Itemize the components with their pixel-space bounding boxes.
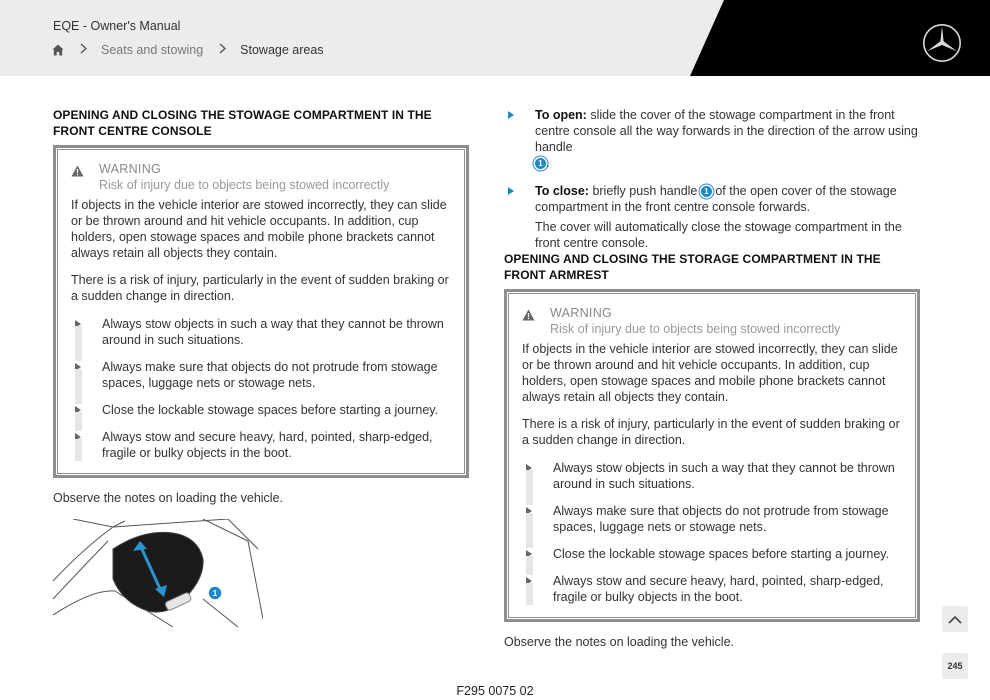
warning-subtitle: Risk of injury due to objects being stowed incorrectly	[99, 178, 390, 192]
step-arrow-icon	[508, 111, 514, 119]
list-item: Close the lockable stowage spaces before starting a journey.	[71, 402, 452, 418]
warning-text: There is a risk of injury, particularly in the event of sudden braking or a sudden change in direction.	[522, 417, 900, 447]
warning-subtitle: Risk of injury due to objects being stowed incorrectly	[550, 322, 841, 336]
mercedes-star-logo	[922, 23, 962, 63]
right-column	[504, 107, 920, 650]
close-text: of the open cover of the stowage compartment in the front centre console forwards.	[535, 184, 897, 214]
list-item: Always stow objects in such a way that they cannot be thrown around in such situations.	[522, 460, 903, 492]
section-heading-console: OPENING AND CLOSING THE STOWAGE COMPARTMENT IN THE FRONT CENTRE CONSOLE	[53, 108, 432, 138]
breadcrumb-link-seats[interactable]: Seats and stowing	[101, 42, 204, 57]
manual-title: EQE - Owner's Manual	[53, 19, 181, 33]
figure-code: F295 0075 02	[456, 684, 534, 698]
open-instruction	[504, 107, 920, 171]
section-heading-armrest: OPENING AND CLOSING THE STORAGE COMPARTMENT IN THE FRONT ARMREST	[504, 252, 881, 282]
list-item: Close the lockable stowage spaces before starting a journey.	[522, 546, 903, 562]
breadcrumb	[52, 42, 324, 57]
warning-icon	[71, 161, 99, 193]
close-text: briefly push handle	[592, 184, 698, 198]
home-icon[interactable]	[52, 44, 64, 56]
warning-title: WARNING	[550, 306, 613, 320]
warning-title: WARNING	[99, 162, 162, 176]
list-item: Always make sure that objects do not protrude from stowage spaces, luggage nets or stowage nets.	[522, 503, 903, 535]
chevron-right-icon	[219, 42, 226, 57]
warning-icon	[522, 305, 550, 337]
chevron-up-icon	[948, 615, 962, 624]
open-label: To open:	[535, 108, 587, 122]
handle-number-badge: 1	[535, 158, 546, 169]
close-instruction	[504, 183, 920, 251]
page-header	[0, 0, 990, 76]
left-column	[53, 107, 469, 627]
observe-note: Observe the notes on loading the vehicle.	[504, 635, 735, 649]
list-item: Always stow and secure heavy, hard, pointed, sharp-edged, fragile or bulky objects in the boot.	[522, 573, 903, 605]
warning-text: If objects in the vehicle interior are stowed incorrectly, they can slide or be thrown around and hit vehicle occupants. In addition, cup holders, open stowage spaces and mobile phone brackets cannot always retain all objects they contain.	[71, 198, 447, 260]
list-item: Always stow and secure heavy, hard, pointed, sharp-edged, fragile or bulky objects in the boot.	[71, 429, 452, 461]
open-text-end: .	[546, 156, 550, 170]
step-arrow-icon	[508, 187, 514, 195]
handle-number-badge: 1	[701, 186, 712, 197]
scroll-to-top-button[interactable]	[942, 606, 968, 632]
warning-bullet-list	[522, 460, 903, 605]
page-number-button[interactable]	[942, 653, 968, 679]
chevron-right-icon	[80, 42, 87, 57]
list-item: Always stow objects in such a way that they cannot be thrown around in such situations.	[71, 316, 452, 348]
figure-callout-label: 1	[212, 589, 218, 598]
close-note: The cover will automatically close the stowage compartment in the front centre console.	[535, 220, 902, 250]
page-number: 245	[947, 661, 963, 671]
list-item: Always make sure that objects do not protrude from stowage spaces, luggage nets or stowage nets.	[71, 359, 452, 391]
warning-bullet-list	[71, 316, 452, 461]
close-label: To close:	[535, 184, 589, 198]
observe-note: Observe the notes on loading the vehicle.	[53, 491, 284, 505]
warning-box	[53, 145, 469, 478]
warning-text: If objects in the vehicle interior are stowed incorrectly, they can slide or be thrown around and hit vehicle occupants. In addition, cup holders, open stowage spaces and mobile phone brackets cannot always retain all objects they contain.	[522, 342, 898, 404]
open-text: slide the cover of the stowage compartment in the front centre console all the way forwards in the direction of the arrow using handle	[535, 108, 918, 154]
console-illustration	[53, 519, 263, 627]
breadcrumb-current: Stowage areas	[240, 42, 324, 57]
warning-text: There is a risk of injury, particularly in the event of sudden braking or a sudden change in direction.	[71, 273, 449, 303]
warning-box	[504, 289, 920, 622]
